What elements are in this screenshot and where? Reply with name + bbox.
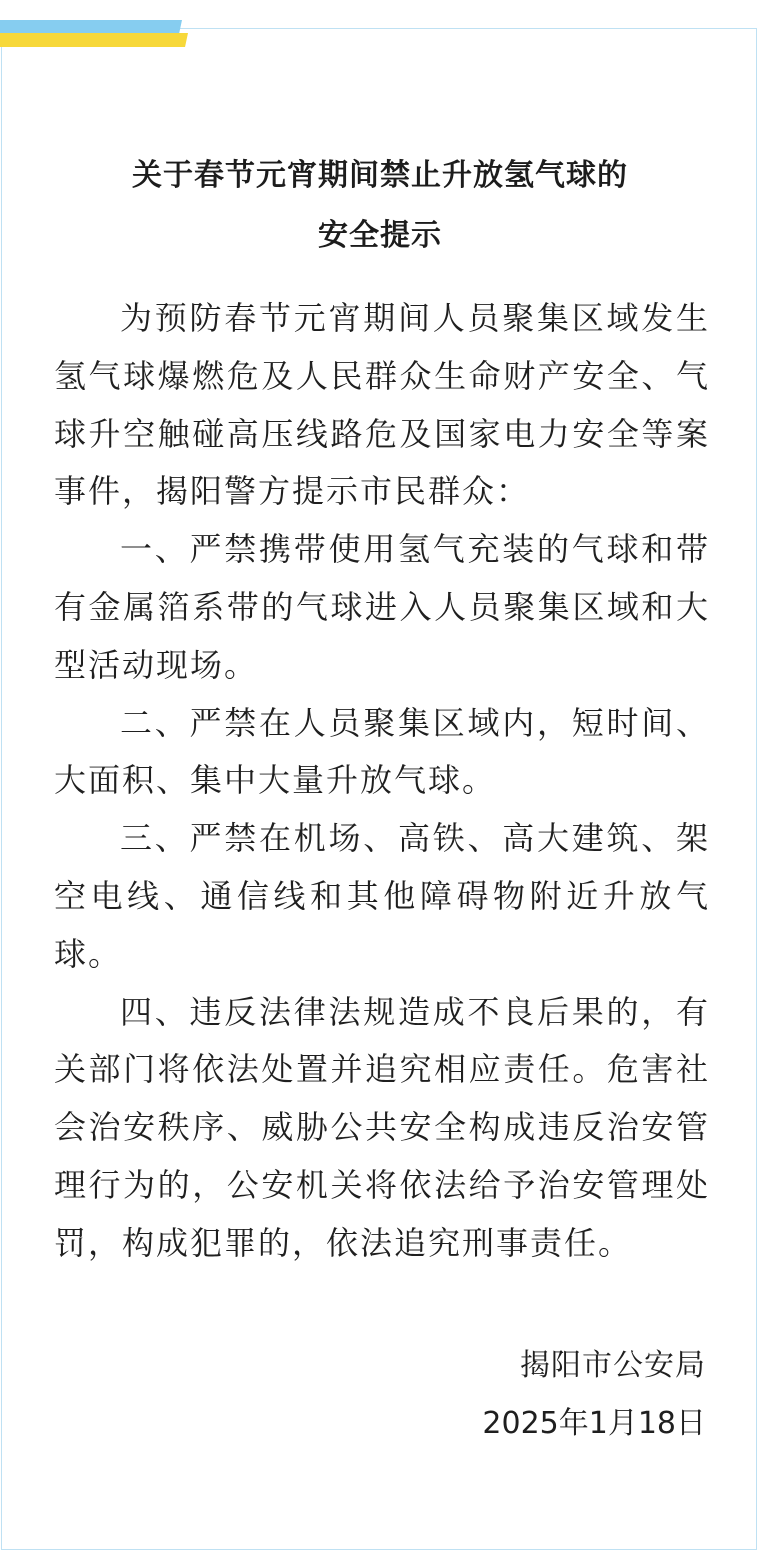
- signature-date: 2025年1月18日: [482, 1406, 706, 1441]
- notice-title-line1: 关于春节元宵期间禁止升放氢气球的: [132, 158, 628, 193]
- rule-paragraph-2: 二、严禁在人员聚集区域内，短时间、大面积、集中大量升放气球。: [54, 703, 710, 800]
- signature-organization: 揭阳市公安局: [520, 1348, 706, 1383]
- rule-paragraph-3: 三、严禁在机场、高铁、高大建筑、架空电线、通信线和其他障碍物附近升放气球。: [54, 819, 710, 973]
- notice-title-line2: 安全提示: [318, 218, 442, 253]
- rule-paragraph-4: 四、违反法律法规造成不良后果的，有关部门将依法处置并追究相应责任。危害社会治安秩序、威胁公共安全构成违反治安管理行为的，公安机关将依法给予治安管理处罚，构成犯罪的，依法追究刑事责任。: [54, 992, 710, 1262]
- rule-paragraph-1: 一、严禁携带使用氢气充装的气球和带有金属箔系带的气球进入人员聚集区域和大型活动现场。: [54, 530, 710, 684]
- header-accent-yellow-bar: [0, 33, 188, 47]
- notice-body: [54, 290, 710, 1273]
- intro-paragraph: 为预防春节元宵期间人员聚集区域发生氢气球爆燃危及人民群众生命财产安全、气球升空触碰高压线路危及国家电力安全等案事件，揭阳警方提示市民群众：: [54, 299, 710, 511]
